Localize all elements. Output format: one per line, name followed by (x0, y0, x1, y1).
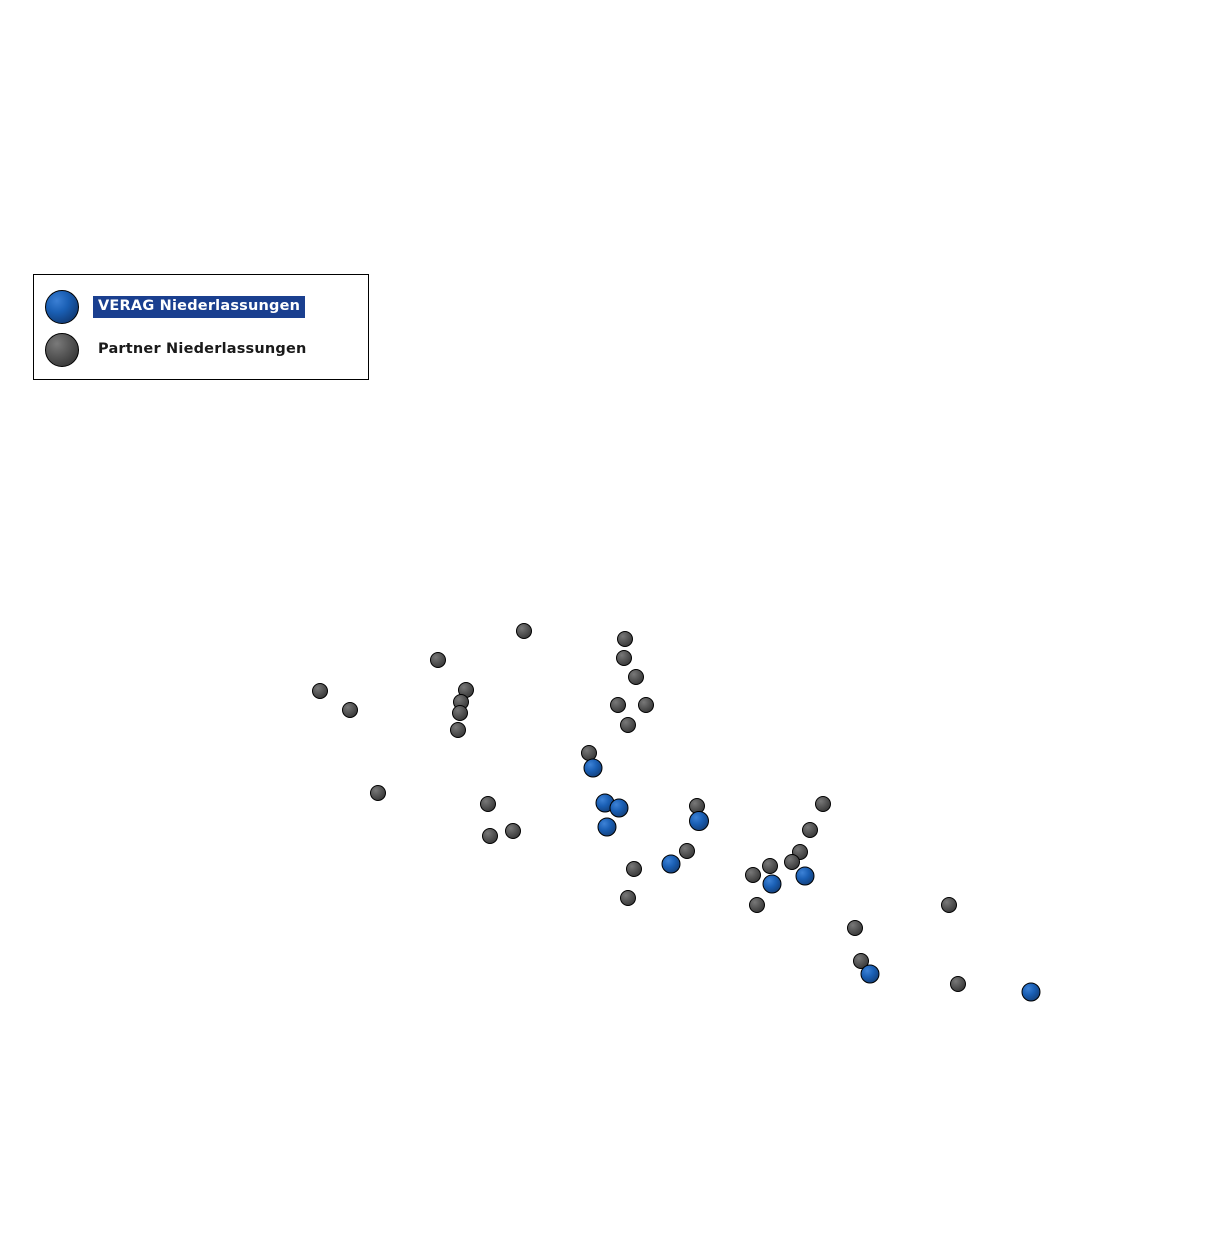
legend-item-label: Partner Niederlassungen (98, 341, 307, 358)
blue-circle-marker-icon (45, 290, 79, 324)
partner-location-marker[interactable] (802, 822, 818, 838)
partner-location-marker[interactable] (620, 717, 636, 733)
partner-location-marker[interactable] (847, 920, 863, 936)
partner-location-marker[interactable] (505, 823, 521, 839)
verag-location-marker[interactable] (662, 855, 681, 874)
partner-location-marker[interactable] (516, 623, 532, 639)
verag-location-marker[interactable] (689, 811, 709, 831)
verag-location-marker[interactable] (584, 759, 603, 778)
partner-location-marker[interactable] (620, 890, 636, 906)
partner-location-marker[interactable] (745, 867, 761, 883)
partner-location-marker[interactable] (638, 697, 654, 713)
verag-location-marker[interactable] (610, 799, 629, 818)
partner-location-marker[interactable] (762, 858, 778, 874)
partner-location-marker[interactable] (312, 683, 328, 699)
partner-location-marker[interactable] (617, 631, 633, 647)
partner-location-marker[interactable] (342, 702, 358, 718)
partner-location-marker[interactable] (450, 722, 466, 738)
partner-location-marker[interactable] (679, 843, 695, 859)
partner-location-marker[interactable] (749, 897, 765, 913)
legend-item-verag[interactable] (45, 290, 305, 324)
verag-location-marker[interactable] (598, 818, 617, 837)
partner-location-marker[interactable] (784, 854, 800, 870)
partner-location-marker[interactable] (626, 861, 642, 877)
partner-location-marker[interactable] (616, 650, 632, 666)
legend-item-label: VERAG Niederlassungen (93, 296, 305, 318)
gray-circle-marker-icon (45, 333, 79, 367)
partner-location-marker[interactable] (430, 652, 446, 668)
map-legend (33, 274, 369, 380)
partner-location-marker[interactable] (941, 897, 957, 913)
verag-location-marker[interactable] (1022, 983, 1041, 1002)
partner-location-marker[interactable] (452, 705, 468, 721)
verag-location-marker[interactable] (796, 867, 815, 886)
partner-location-marker[interactable] (370, 785, 386, 801)
partner-location-marker[interactable] (482, 828, 498, 844)
verag-location-marker[interactable] (861, 965, 880, 984)
partner-location-marker[interactable] (950, 976, 966, 992)
partner-location-marker[interactable] (480, 796, 496, 812)
legend-item-partner[interactable] (45, 333, 312, 367)
partner-location-marker[interactable] (628, 669, 644, 685)
verag-location-marker[interactable] (763, 875, 782, 894)
partner-location-marker[interactable] (815, 796, 831, 812)
partner-location-marker[interactable] (610, 697, 626, 713)
